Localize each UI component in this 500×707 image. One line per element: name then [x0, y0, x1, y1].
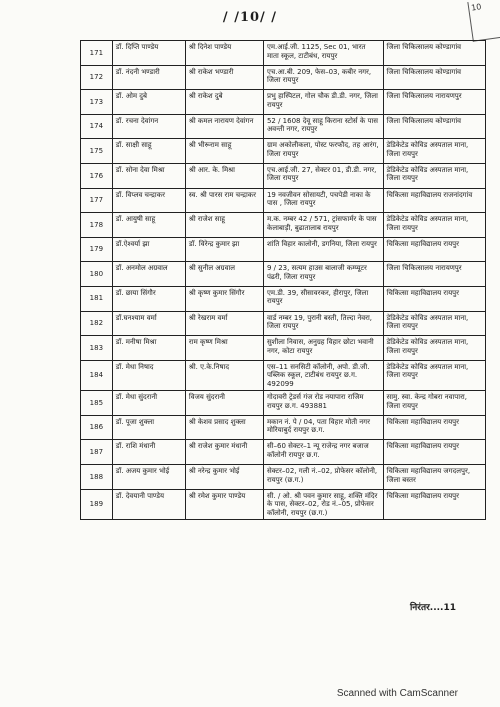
- serial-number-cell: 178: [81, 213, 113, 238]
- table-row: [81, 336, 486, 361]
- doctor-name-cell: डॉ. दिप्ति पाण्डेय: [112, 41, 185, 66]
- serial-number-cell: 186: [81, 415, 113, 440]
- serial-number-cell: 173: [81, 90, 113, 115]
- posting-hospital-cell: डेडिकेटेड कोविड अस्पताल माना, जिला रायपुर: [383, 336, 486, 361]
- address-cell: 19 नवजीवन सोसायटी, पचपेडी नाका के पास , जिला रायपुर: [263, 188, 383, 213]
- table-row: [81, 213, 486, 238]
- guardian-name-cell: श्री भीरूराम साहू: [185, 139, 263, 164]
- guardian-name-cell: श्री रमेश कुमार पाण्डेय: [185, 489, 263, 520]
- posting-hospital-cell: डेडिकेटेड कोविड अस्पताल माना, जिला रायपुर: [383, 360, 486, 391]
- table-row: [81, 360, 486, 391]
- posting-hospital-cell: डेडिकेटेड कोविड अस्पताल माना, जिला रायपुर: [383, 163, 486, 188]
- address-cell: 9 / 23, सत्यम हाउस बालाजी कम्प्यूटर पंढरी, जिला रायपुर: [263, 262, 383, 287]
- address-cell: वार्ड नम्बर 19, पुरानी बस्ती, तिल्दा नेवरा, जिला रायपुर: [263, 311, 383, 336]
- address-cell: म.क. नम्बर 42 / 571, ट्रांसफार्मर के पास केलाबाड़ी, बुढातालाब रायपुर: [263, 213, 383, 238]
- table-row: [81, 440, 486, 465]
- address-cell: एस–11 सनसिटी कॉलोनी, अपो. डी.जी. पब्लिक स्कूल, टाटीबंध रायपुर छ.ग. 492099: [263, 360, 383, 391]
- doctor-name-cell: डॉ. राशि मंधानी: [112, 440, 185, 465]
- guardian-name-cell: श्री राजेश साहू: [185, 213, 263, 238]
- table-row: [81, 90, 486, 115]
- doctor-name-cell: डॉ. सोना देवा मिश्रा: [112, 163, 185, 188]
- doctor-name-cell: डॉ. मेधा सुंदरानी: [112, 391, 185, 416]
- address-cell: प्रभु हास्पिटल, गोल चौक डी.डी. नगर, जिला रायपुर: [263, 90, 383, 115]
- posting-hospital-cell: डेडिकेटेड कोविड अस्पताल माना, जिला रायपुर: [383, 213, 486, 238]
- table-row: [81, 188, 486, 213]
- guardian-name-cell: स्व. श्री पारस राम चन्द्राकर: [185, 188, 263, 213]
- address-cell: एम.आई.जी. 1125, Sec 01, भारत माता स्कूल, टाटीबंध, रायपुर: [263, 41, 383, 66]
- guardian-name-cell: श्री. ए.के.निषाद: [185, 360, 263, 391]
- posting-hospital-cell: चिकित्सा महाविद्यालय रायपुर: [383, 440, 486, 465]
- address-cell: गोदावरी ट्रेडर्स गंज रोड नयापारा राजिम रायपुर छ.ग. 493881: [263, 391, 383, 416]
- guardian-name-cell: श्री दिनेश पाण्डेय: [185, 41, 263, 66]
- serial-number-cell: 189: [81, 489, 113, 520]
- serial-number-cell: 179: [81, 237, 113, 262]
- guardian-name-cell: श्री आर. के. मिश्रा: [185, 163, 263, 188]
- guardian-name-cell: श्री कमल नारायण देवांगन: [185, 114, 263, 139]
- address-cell: 52 / 1608 देवू साहू किराना स्टोर्स के पास अवन्ती नगर, रायपुर: [263, 114, 383, 139]
- address-cell: ग्राम अकोलीकला, पोस्ट फरफौद, तह आरंग, जिला रायपुर: [263, 139, 383, 164]
- table-row: [81, 415, 486, 440]
- guardian-name-cell: डॉ. विरेन्द्र कुमार झा: [185, 237, 263, 262]
- serial-number-cell: 177: [81, 188, 113, 213]
- table-row: [81, 41, 486, 66]
- doctor-name-cell: डॉ. अनमोल अग्रवाल: [112, 262, 185, 287]
- posting-hospital-cell: जिला चिकित्सालय कोण्डागांव: [383, 114, 486, 139]
- guardian-name-cell: राम कृष्ण मिश्रा: [185, 336, 263, 361]
- serial-number-cell: 180: [81, 262, 113, 287]
- table-row: [81, 262, 486, 287]
- posting-hospital-cell: चिकित्सा महाविद्यालय रायपुर: [383, 489, 486, 520]
- doctor-name-cell: डॉ.घनश्याम वर्मा: [112, 311, 185, 336]
- address-cell: सी. / ओ. श्री पवन कुमार साहू, शक्ति मंदिर के पास, सेक्टर–02, रोड नं.–05, प्रोफेसर कॉलोनी, रायपुर (छ.ग.): [263, 489, 383, 520]
- posting-hospital-cell: डेडिकेटेड कोविड अस्पताल माना, जिला रायपुर: [383, 311, 486, 336]
- address-cell: एम.डी. 39, सीसावरकर, हीरापुर, जिला रायपुर: [263, 286, 383, 311]
- posting-hospital-cell: चिकित्सा महाविद्यालय रायपुर: [383, 237, 486, 262]
- doctor-name-cell: डॉ. ओम दुबे: [112, 90, 185, 115]
- serial-number-cell: 172: [81, 65, 113, 90]
- doctor-name-cell: डॉ. देवयानी पाण्डेय: [112, 489, 185, 520]
- doctor-name-cell: डॉ. विप्लव चन्द्राकर: [112, 188, 185, 213]
- address-cell: सी–60 सेक्टर–1 न्यू राजेन्द्र नगर बजाज कॉलोनी रायपुर छ.ग.: [263, 440, 383, 465]
- page-number: / /10/ /: [222, 10, 278, 25]
- serial-number-cell: 184: [81, 360, 113, 391]
- table-row: [81, 114, 486, 139]
- posting-hospital-cell: जिला चिकित्सालय नारायणपुर: [383, 262, 486, 287]
- serial-number-cell: 187: [81, 440, 113, 465]
- doctor-name-cell: डॉ. आयुषी साहू: [112, 213, 185, 238]
- doctor-name-cell: डॉ. अजय कुमार भोई: [112, 465, 185, 490]
- table-row: [81, 286, 486, 311]
- posting-hospital-cell: चिकित्सा महाविद्यालय राजनांदगांव: [383, 188, 486, 213]
- posting-hospital-cell: जिला चिकित्सालय कोण्डागांव: [383, 41, 486, 66]
- guardian-name-cell: श्री राजेश कुमार मंधानी: [185, 440, 263, 465]
- serial-number-cell: 183: [81, 336, 113, 361]
- doctor-name-cell: डॉ. मनीषा मिश्रा: [112, 336, 185, 361]
- serial-number-cell: 188: [81, 465, 113, 490]
- address-cell: एच.आ.बी. 209, फेस–03, कबीर नगर, जिला रायपुर: [263, 65, 383, 90]
- posting-hospital-cell: जिला चिकित्सालय नारायणपुर: [383, 90, 486, 115]
- guardian-name-cell: श्री रेखराम वर्मा: [185, 311, 263, 336]
- table-row: [81, 465, 486, 490]
- doctor-posting-table: [80, 40, 486, 520]
- table-row: [81, 139, 486, 164]
- doctor-name-cell: डॉ. रचना देवांगन: [112, 114, 185, 139]
- address-cell: शांति विहार कालोनी, डगनिया, जिला रायपुर: [263, 237, 383, 262]
- doctor-name-cell: डॉ. पूजा शुक्ला: [112, 415, 185, 440]
- guardian-name-cell: श्री केशव प्रसाद शुक्ला: [185, 415, 263, 440]
- guardian-name-cell: विजय सुंदरानी: [185, 391, 263, 416]
- posting-hospital-cell: चिकित्सा महाविद्यालय जगदलपुर, जिला बस्तर: [383, 465, 486, 490]
- table-row: [81, 65, 486, 90]
- guardian-name-cell: श्री नरेन्द्र कुमार भोई: [185, 465, 263, 490]
- serial-number-cell: 185: [81, 391, 113, 416]
- doctor-name-cell: डॉ.ऐश्वर्या झा: [112, 237, 185, 262]
- posting-hospital-cell: चिकित्सा महाविद्यालय रायपुर: [383, 286, 486, 311]
- guardian-name-cell: श्री कृष्ण कुमार सिंगौर: [185, 286, 263, 311]
- serial-number-cell: 181: [81, 286, 113, 311]
- posting-hospital-cell: चिकित्सा महाविद्यालय रायपुर: [383, 415, 486, 440]
- continued-label: निरंतर....11: [409, 603, 456, 613]
- table-row: [81, 311, 486, 336]
- doctor-name-cell: डॉ. साक्षी साहू: [112, 139, 185, 164]
- doctor-name-cell: डॉ. नंदनी भण्डारी: [112, 65, 185, 90]
- table-row: [81, 163, 486, 188]
- serial-number-cell: 171: [81, 41, 113, 66]
- guardian-name-cell: श्री राकेश भण्डारी: [185, 65, 263, 90]
- serial-number-cell: 174: [81, 114, 113, 139]
- serial-number-cell: 175: [81, 139, 113, 164]
- table-row: [81, 391, 486, 416]
- address-cell: सेक्टर–02, गली नं.–02, प्रोफेसर कॉलोनी, रायपुर (छ.ग.): [263, 465, 383, 490]
- serial-number-cell: 176: [81, 163, 113, 188]
- table-body: [81, 41, 486, 520]
- doctor-name-cell: डॉ. छाया सिंगौर: [112, 286, 185, 311]
- address-cell: मकान नं. पे / 04, पता विहार मोती नगर मोरियाबुर्द रायपुर छ.ग.: [263, 415, 383, 440]
- posting-hospital-cell: जिला चिकित्सालय कोण्डागांव: [383, 65, 486, 90]
- guardian-name-cell: श्री राकेश दुबे: [185, 90, 263, 115]
- doctor-name-cell: डॉ. मेधा निषाद: [112, 360, 185, 391]
- address-cell: सुशीला निवास, अनुग्रह विहार छोटा भवानी नगर, कोटा रायपुर: [263, 336, 383, 361]
- table-row: [81, 489, 486, 520]
- table-row: [81, 237, 486, 262]
- posting-hospital-cell: सामु. स्वा. केन्द्र गोबरा नवापारा, जिला रायपुर: [383, 391, 486, 416]
- serial-number-cell: 182: [81, 311, 113, 336]
- address-cell: एच.आई.जी. 27, सेक्टर 01, डी.डी. नगर, जिला रायपुर: [263, 163, 383, 188]
- scanner-watermark: Scanned with CamScanner: [336, 688, 458, 699]
- posting-hospital-cell: डेडिकेटेड कोविड अस्पताल माना, जिला रायपुर: [383, 139, 486, 164]
- corner-stamp: 10: [467, 0, 500, 42]
- guardian-name-cell: श्री सुनील अग्रवाल: [185, 262, 263, 287]
